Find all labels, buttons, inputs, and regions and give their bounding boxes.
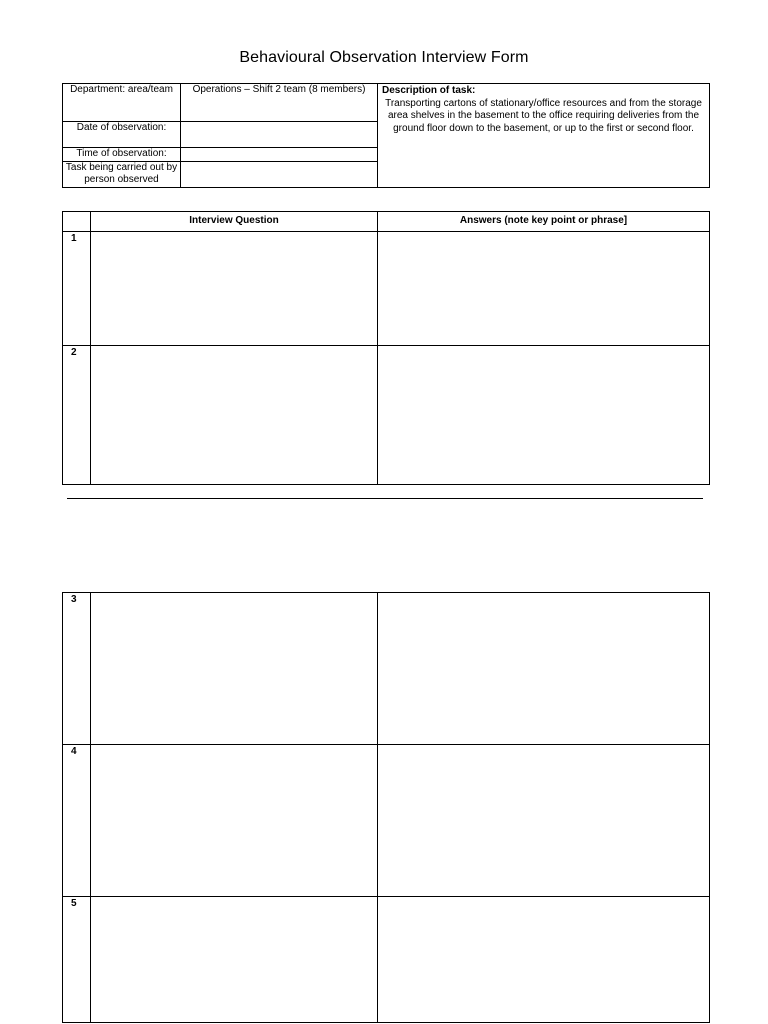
question-cell[interactable] bbox=[91, 346, 378, 485]
table-row bbox=[63, 745, 710, 897]
row-number: 4 bbox=[63, 745, 91, 897]
answer-cell[interactable] bbox=[378, 745, 710, 897]
row-number: 2 bbox=[63, 346, 91, 485]
answer-cell[interactable] bbox=[378, 897, 710, 1023]
table-row bbox=[63, 897, 710, 1023]
form-title: Behavioural Observation Interview Form bbox=[239, 49, 529, 66]
department-value[interactable]: Operations – Shift 2 team (8 members) bbox=[181, 84, 378, 122]
time-label: Time of observation: bbox=[63, 148, 181, 162]
description-text: Transporting cartons of stationary/office resources and from the storage area shelves in the basement to the office requiring deliveries from the ground floor down to the basement, or up to the first or second floor. bbox=[385, 97, 702, 134]
task-description-cell[interactable] bbox=[378, 84, 710, 188]
description-label: Description of task: bbox=[382, 85, 476, 96]
answer-cell[interactable] bbox=[378, 232, 710, 346]
table-row bbox=[63, 593, 710, 745]
answer-column-header: Answers (note key point or phrase] bbox=[378, 212, 710, 232]
question-column-header: Interview Question bbox=[91, 212, 378, 232]
row-number: 5 bbox=[63, 897, 91, 1023]
task-label: Task being carried out by person observed bbox=[63, 161, 181, 187]
time-field[interactable] bbox=[181, 148, 378, 162]
question-cell[interactable] bbox=[91, 745, 378, 897]
number-column-header bbox=[63, 212, 91, 232]
row-number: 1 bbox=[63, 232, 91, 346]
observation-info-table bbox=[62, 83, 710, 188]
task-field[interactable] bbox=[181, 161, 378, 187]
table-row bbox=[63, 346, 710, 485]
row-number: 3 bbox=[63, 593, 91, 745]
answer-cell[interactable] bbox=[378, 593, 710, 745]
question-cell[interactable] bbox=[91, 232, 378, 346]
date-label: Date of observation: bbox=[63, 122, 181, 148]
interview-questions-table-page1 bbox=[62, 211, 710, 485]
date-field[interactable] bbox=[181, 122, 378, 148]
question-cell[interactable] bbox=[91, 897, 378, 1023]
interview-questions-table-page2 bbox=[62, 592, 710, 1023]
page-divider bbox=[67, 498, 703, 499]
department-label: Department: area/team bbox=[63, 84, 181, 122]
answer-cell[interactable] bbox=[378, 346, 710, 485]
table-row bbox=[63, 232, 710, 346]
question-cell[interactable] bbox=[91, 593, 378, 745]
